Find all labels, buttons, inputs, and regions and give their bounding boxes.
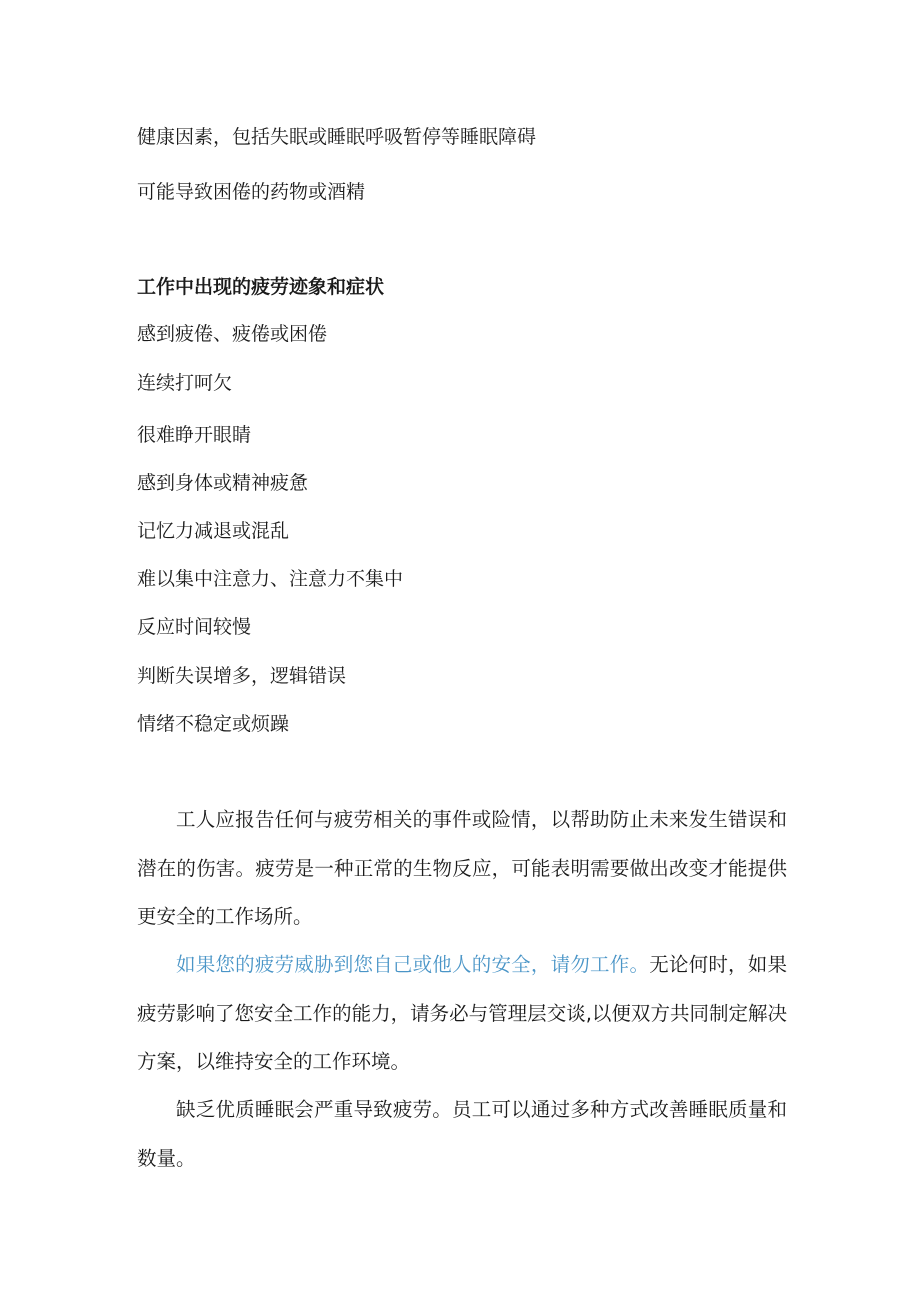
symptom-item: 情绪不稳定或烦躁 xyxy=(137,713,290,735)
safety-warning-highlight: 如果您的疲劳威胁到您自己或他人的安全，请勿工作。 xyxy=(176,953,650,976)
symptom-item: 记忆力减退或混乱 xyxy=(137,520,290,542)
symptom-item: 反应时间较慢 xyxy=(137,616,252,638)
paragraph-safety xyxy=(137,941,787,1087)
symptom-item: 感到疲倦、疲倦或困倦 xyxy=(137,323,328,345)
paragraph-report-fatigue: 工人应报告任何与疲劳相关的事件或险情，以帮助防止未来发生错误和潜在的伤害。疲劳是一种正常的生物反应，可能表明需要做出改变才能提供更安全的工作场所。 xyxy=(137,808,787,928)
safety-paragraph-text: 无论何时，如果疲劳影响了您安全工作的能力，请务必与管理层交谈,以便双方共同制定解决方案，以维持安全的工作环境。 xyxy=(137,953,787,1073)
intro-item-medication: 可能导致困倦的药物或酒精 xyxy=(137,181,366,203)
intro-item-health-factors: 健康因素，包括失眠或睡眠呼吸暂停等睡眠障碍 xyxy=(137,126,537,148)
symptom-item: 难以集中注意力、注意力不集中 xyxy=(137,568,404,590)
paragraph-sleep-quality: 缺乏优质睡眠会严重导致疲劳。员工可以通过多种方式改善睡眠质量和数量。 xyxy=(137,1098,787,1170)
section-heading: 工作中出现的疲劳迹象和症状 xyxy=(137,276,385,298)
symptom-item: 判断失误增多，逻辑错误 xyxy=(137,665,347,687)
symptom-item: 感到身体或精神疲惫 xyxy=(137,472,309,494)
symptom-item: 连续打呵欠 xyxy=(137,372,233,394)
symptom-item: 很难睁开眼睛 xyxy=(137,424,252,446)
